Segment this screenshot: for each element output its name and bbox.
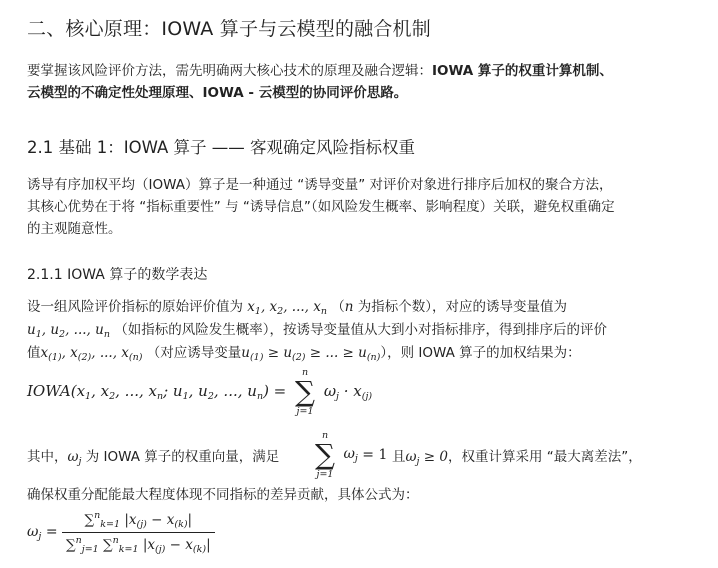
math-omega-j: $\omega_j$ xyxy=(67,449,82,467)
math-x-sorted: $x_{(1)}$, $x_{(2)}$, ..., $x_{(n)}$ xyxy=(40,345,143,363)
para1-line-2: 其核心优势在于将 “指标重要性” 与 “诱导信息”（如风险发生概率、影响程度）关联，避免权重确定 xyxy=(27,199,615,215)
para2-text: （对应诱导变量 xyxy=(146,345,242,361)
weight-fraction: $\frac{\sum^n_{k=1} |x_{(j)} - x_{(k)}|}{\sum^n_{j=1} \sum^n_{k=1} |x_{(j)} - x_{(k)}|}$ xyxy=(62,510,215,555)
intro-bold-text-2: 云模型的不确定性处理原理、IOWA - 云模型的协同评价思路。 xyxy=(27,85,408,101)
intro-line-2 xyxy=(27,82,407,104)
para3-text: 且 xyxy=(392,449,406,465)
para3-line-1b xyxy=(392,446,642,473)
math-u-order: $u_{(1)} \ge u_{(2)}$ ≥ ... ≥ $u_{(n)}$ xyxy=(241,345,381,363)
sub-subsection-heading: 2.1.1 IOWA 算子的数学表达 xyxy=(27,267,208,283)
summation-symbol: n ∑ j=1 xyxy=(315,430,335,480)
intro-plain-text: 要掌握该风险评价方法，需先明确两大核心技术的原理及融合逻辑： xyxy=(27,63,432,79)
iowa-formula: $IOWA(x_1$, $x_2$, ..., $x_n$; $u_1$, $u_2$, ..., $u_n$) = n ∑ j=1 $\omega_j \cdot x_{(j)}$ xyxy=(27,367,373,417)
intro-bold-text-1: IOWA 算子的权重计算机制、 xyxy=(432,63,613,79)
para2-text: 值 xyxy=(27,345,41,361)
summation-symbol: n ∑ j=1 xyxy=(295,367,316,417)
para1-line-3: 的主观随意性。 xyxy=(27,221,122,237)
math-omega-nonneg: $\omega_j \ge 0$ xyxy=(405,449,448,467)
para2-text: 设一组风险评价指标的原始评价值为 xyxy=(27,299,243,315)
para2-line-3 xyxy=(27,342,581,369)
math-n: n xyxy=(344,299,354,315)
para3-text: 其中， xyxy=(27,449,68,465)
subsection-heading: 2.1 基础 1：IOWA 算子 —— 客观确定风险指标权重 xyxy=(27,138,416,157)
max-deviation-formula: $\omega_j$ = $\frac{\sum^n_{k=1} |x_{(j)} - x_{(k)}|}{\sum^n_{j=1} \sum^n_{k=1} |x_{(j)} - x_{(k)}|}$ xyxy=(27,510,215,555)
section-heading: 二、核心原理：IOWA 算子与云模型的融合机制 xyxy=(27,18,431,40)
para3-line-1 xyxy=(27,446,279,473)
para3-text: 为 IOWA 算子的权重向量，满足 xyxy=(85,449,280,465)
weight-sum-constraint: n ∑ j=1 $\omega_j = 1$ xyxy=(311,430,387,480)
intro-line-1 xyxy=(27,60,613,82)
para2-text: （如指标的风险发生概率），按诱导变量值从大到小对指标排序，得到排序后的评价 xyxy=(114,322,607,338)
para3-line-2: 确保权重分配能最大程度体现不同指标的差异贡献，具体公式为： xyxy=(27,487,419,503)
math-u-list: $u_1$, $u_2$, ..., $u_n$ xyxy=(27,322,110,340)
math-x-list: $x_1$, $x_2$, ..., $x_n$ xyxy=(247,299,327,317)
para2-text: 为指标个数），对应的诱导变量值为 xyxy=(357,299,568,315)
para2-text: ），则 IOWA 算子的加权结果为： xyxy=(380,345,581,361)
para2-text: （ xyxy=(331,299,345,315)
para1-line-1: 诱导有序加权平均（IOWA）算子是一种通过 “诱导变量” 对评价对象进行排序后加权的聚合方法， xyxy=(27,177,613,193)
para3-text: ，权重计算采用 “最大离差法”， xyxy=(447,449,642,465)
